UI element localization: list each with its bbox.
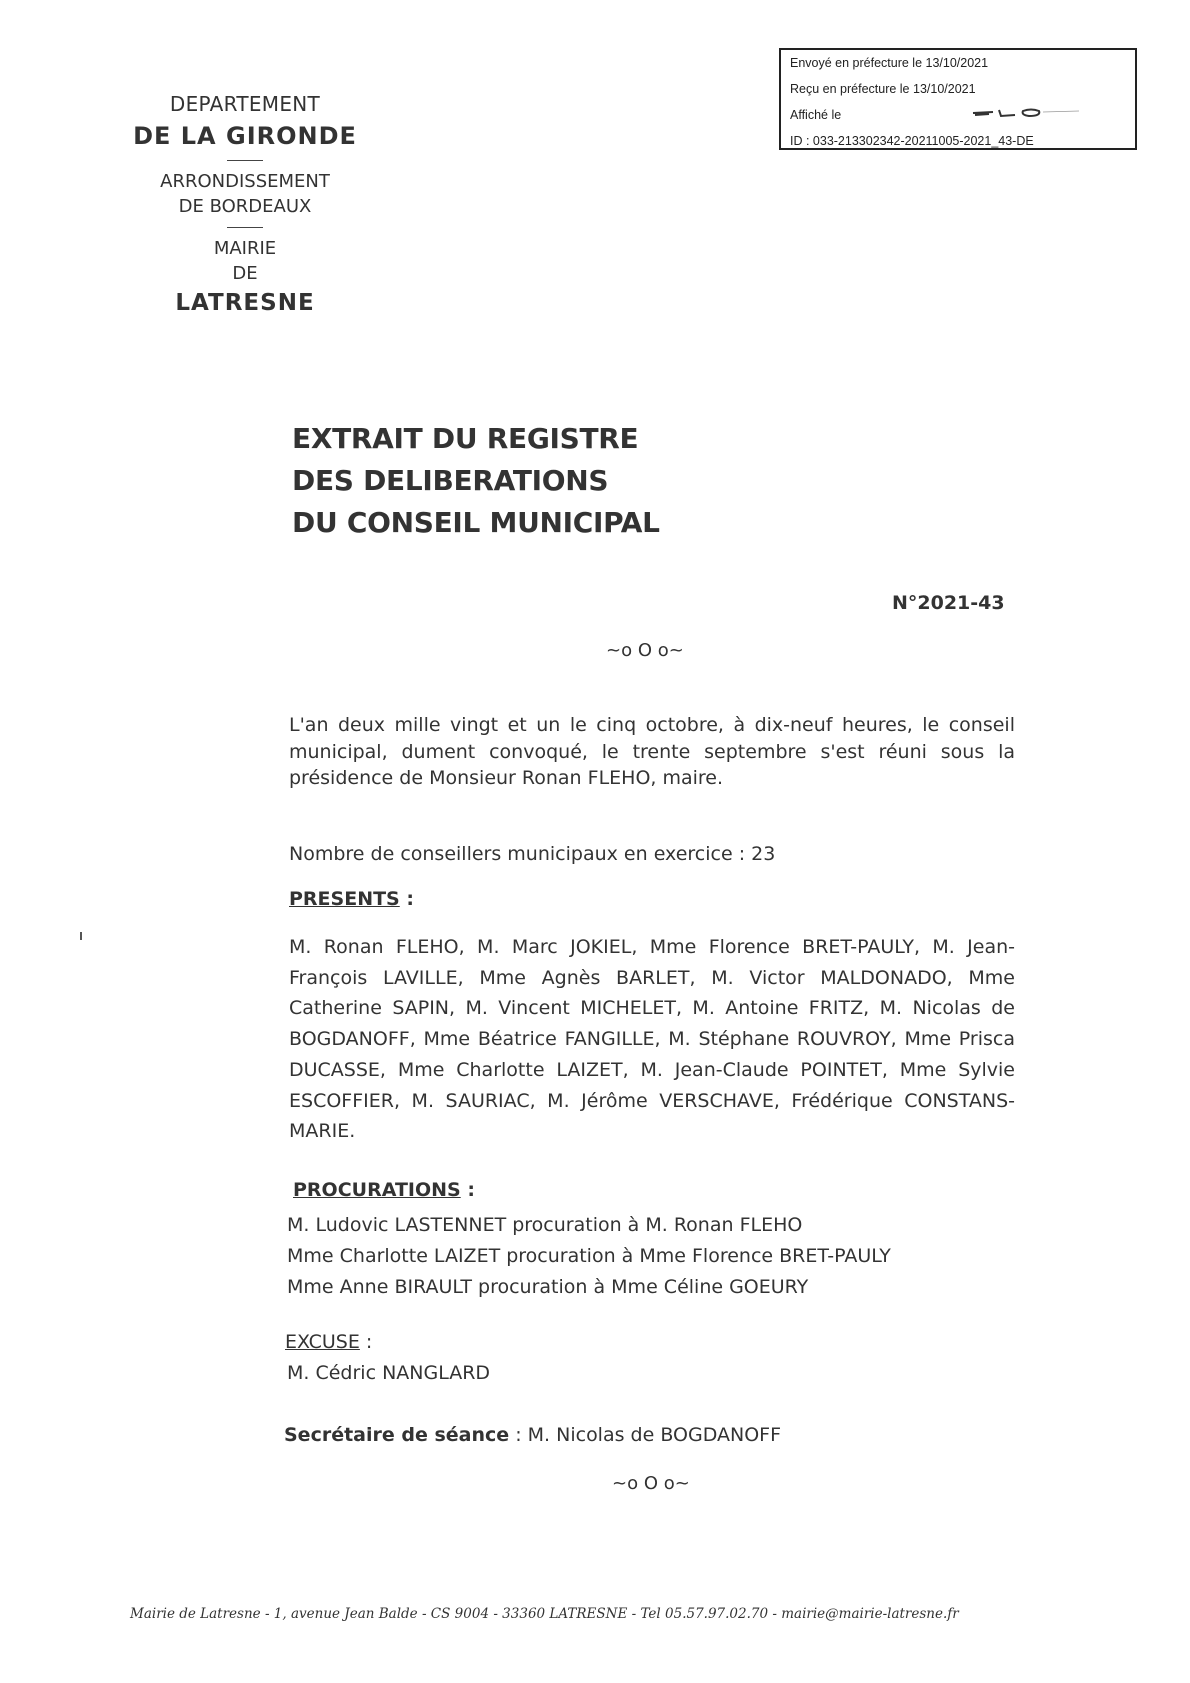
stamp-received: Reçu en préfecture le 13/10/2021 [790,82,976,96]
excuse-colon: : [359,1331,373,1353]
signature-icon [971,104,1081,120]
header-de: DE [232,263,258,284]
procuration-item: Mme Charlotte LAIZET procuration à Mme Florence BRET-PAULY [287,1244,891,1267]
separator-top: ~o O o~ [606,640,684,661]
presents-list: M. Ronan FLEHO, M. Marc JOKIEL, Mme Florence BRET-PAULY, M. Jean-François LAVILLE, Mme Agnès BARLET, M. Victor MALDONADO, Mme Catherine SAPIN, M. Vincent MICHELET, M. Antoine FRITZ, M. Nicolas de BOGDANOFF, Mme Béatrice FANGILLE, M. Stéphane ROUVROY, Mme Prisca DUCASSE, Mme Charlotte LAIZET, M. Jean-Claude POINTET, Mme Sylvie ESCOFFIER, M. SAURIAC, M. Jérôme VERSCHAVE, Frédérique CONSTANS-MARIE. [289,936,1015,1143]
excuse-label: EXCUSE [285,1331,360,1353]
presents-colon: : [399,888,414,910]
stamp-sent: Envoyé en préfecture le 13/10/2021 [790,56,989,70]
title-line-1: EXTRAIT DU REGISTRE [292,422,639,455]
council-count: Nombre de conseillers municipaux en exercice : 23 [289,843,776,865]
header-mairie: MAIRIE [213,238,277,259]
excuse-name: M. Cédric NANGLARD [287,1362,491,1384]
footer-address: Mairie de Latresne - 1, avenue Jean Balde - CS 9004 - 33360 LATRESNE - Tel 05.57.97.02.70 - mairie@mairie-latresne.fr [130,1606,959,1622]
procurations-label: PROCURATIONS [293,1179,461,1201]
secretary-label: Secrétaire de séance [284,1424,510,1446]
procuration-item: Mme Anne BIRAULT procuration à Mme Céline GOEURY [287,1275,809,1298]
procuration-item: M. Ludovic LASTENNET procuration à M. Ronan FLEHO [287,1214,803,1236]
secretary-line [284,1424,781,1446]
header-latresne: LATRESNE [175,290,315,316]
header-bordeaux: DE BORDEAUX [178,196,312,217]
procurations-colon: : [460,1179,475,1201]
deliberation-number: N°2021-43 [892,592,1005,614]
secretary-value: : M. Nicolas de BOGDANOFF [509,1424,782,1446]
separator-bottom: ~o O o~ [612,1473,690,1494]
header-departement: DEPARTEMENT [169,92,321,116]
header-divider [227,227,263,228]
stamp-posted: Affiché le [790,108,842,122]
procurations-heading [293,1179,475,1201]
title-line-3: DU CONSEIL MUNICIPAL [292,506,660,539]
stamp-id: ID : 033-213302342-20211005-2021_43-DE [790,134,1034,148]
header-gironde: DE LA GIRONDE [133,122,357,150]
header-divider [227,160,263,161]
header-arrondissement: ARRONDISSEMENT [160,171,330,192]
title-line-2: DES DELIBERATIONS [292,464,609,497]
margin-mark [80,932,82,940]
excuse-heading [285,1331,372,1353]
department-header [120,92,370,316]
presents-label: PRESENTS [289,888,400,910]
document-title [292,418,660,544]
intro-paragraph: L'an deux mille vingt et un le cinq octobre, à dix-neuf heures, le conseil municipal, dument convoqué, le trente septembre s'est réuni sous la présidence de Monsieur Ronan FLEHO, maire. [289,714,1015,789]
prefecture-stamp [779,48,1137,150]
procurations-list [287,1210,891,1302]
presents-heading [289,888,414,910]
